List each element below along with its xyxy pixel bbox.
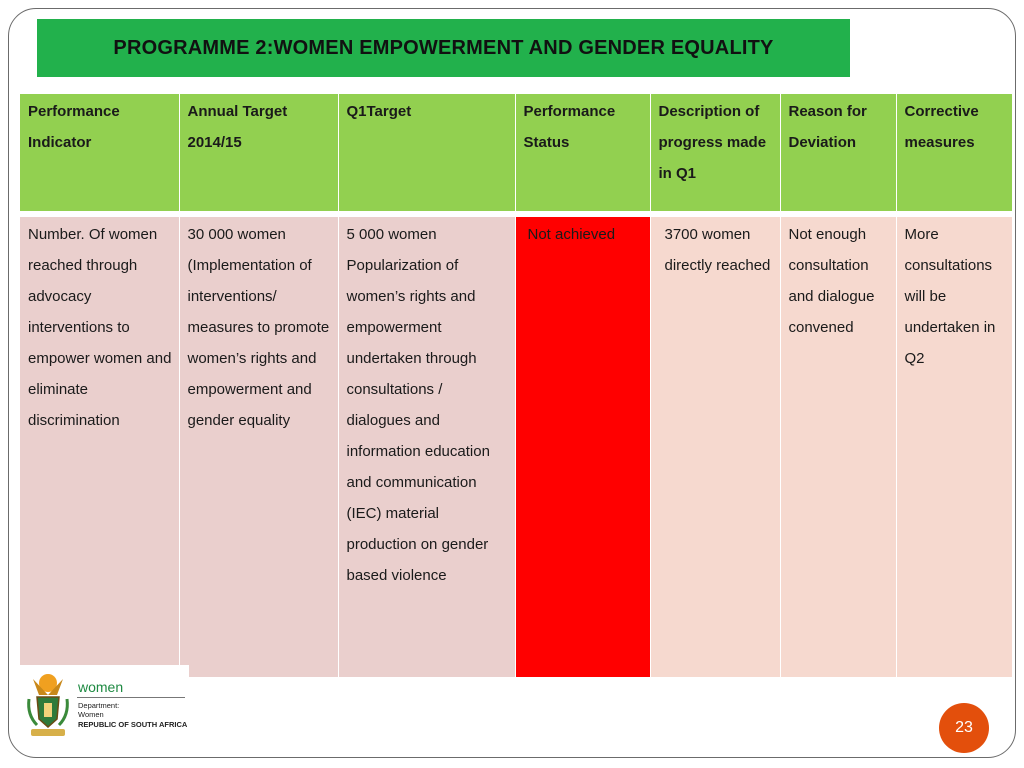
cell-progress: 3700 women directly reached [650,214,780,677]
header-corrective-measures: Corrective measures [896,94,1012,214]
header-q1-target: Q1Target [338,94,515,214]
performance-table [20,94,1013,677]
header-reason-deviation: Reason for Deviation [780,94,896,214]
logo-wordmark: women [78,679,124,695]
slide-title: PROGRAMME 2:WOMEN EMPOWERMENT AND GENDER EQUALITY [113,36,774,59]
header-performance-indicator: Performance Indicator [20,94,179,214]
cell-deviation-reason: Not enough consultation and dialogue convened [780,214,896,677]
title-bar [37,19,850,77]
page-number: 23 [955,719,973,736]
cell-q1-target: 5 000 women Popularization of women’s rights and empowerment undertaken through consultations / dialogues and information education and communication (IEC) material production on gender based violence [338,214,515,677]
department-logo [20,665,189,745]
coat-of-arms-icon [23,669,73,741]
cell-status [515,214,650,677]
logo-department-name: Women [78,710,104,719]
table-header-row [20,94,1012,214]
header-annual-target: Annual Target 2014/15 [179,94,338,214]
table-row [20,214,1012,677]
status-badge: Not achieved [527,226,616,243]
header-performance-status: Performance Status [515,94,650,214]
cell-corrective: More consultations will be undertaken in Q2 [896,214,1012,677]
logo-department-label: Department: [78,701,120,710]
logo-divider [77,697,185,698]
header-description-progress: Description of progress made in Q1 [650,94,780,214]
logo-country: REPUBLIC OF SOUTH AFRICA [78,720,188,729]
cell-annual-target: 30 000 women (Implementation of interventions/ measures to promote women’s rights and empowerment and gender equality [179,214,338,677]
cell-indicator: Number. Of women reached through advocacy interventions to empower women and eliminate discrimination [20,214,179,677]
logo-department-text [78,701,119,719]
page-number-badge [939,703,989,753]
